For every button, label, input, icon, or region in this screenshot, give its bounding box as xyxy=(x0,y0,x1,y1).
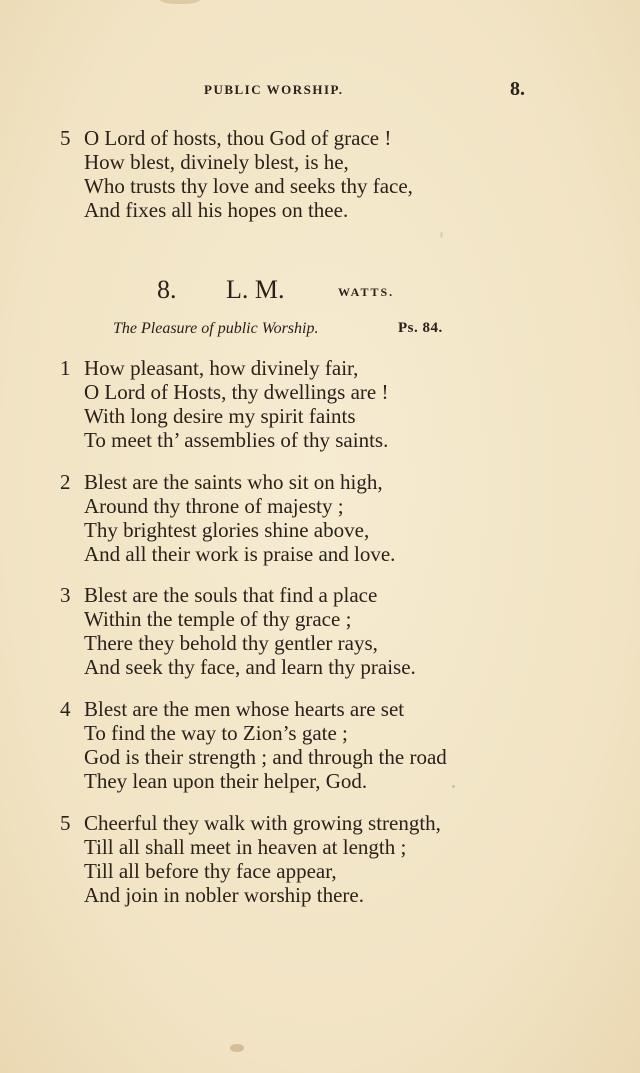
hymn-stanza-3 xyxy=(0,583,640,679)
stanza-line-text: Blest are the souls that find a place xyxy=(84,583,378,607)
stanza-line xyxy=(0,494,640,518)
stanza-line-text: Within the temple of thy grace ; xyxy=(84,607,352,631)
hymn-stanza-1 xyxy=(0,356,640,452)
stanza-line-text: Blest are the men whose hearts are set xyxy=(84,697,405,721)
stanza-line xyxy=(0,607,640,631)
stanza-line-text: And seek thy face, and learn thy praise. xyxy=(84,655,416,679)
stanza-line xyxy=(0,404,640,428)
stanza-line xyxy=(0,745,640,769)
hymn-stanza-5 xyxy=(0,811,640,907)
stanza-line xyxy=(0,174,640,198)
paper-stain xyxy=(230,1044,244,1052)
stanza-line xyxy=(0,883,640,907)
stanza-line xyxy=(0,518,640,542)
stanza-line-text: Thy brightest glories shine above, xyxy=(84,518,370,542)
hymn-stanza-4 xyxy=(0,697,640,793)
stanza-line-text: O Lord of Hosts, thy dwellings are ! xyxy=(84,380,389,404)
stanza-line-text: Till all before thy face appear, xyxy=(84,859,337,883)
stanza-line-text: To find the way to Zion’s gate ; xyxy=(84,721,348,745)
stanza-line-text: Till all shall meet in heaven at length ; xyxy=(84,835,407,859)
stanza-line xyxy=(0,811,640,835)
stanza-line xyxy=(0,470,640,494)
stanza-line-text: They lean upon their helper, God. xyxy=(84,769,368,793)
stanza-line-text: God is their strength ; and through the road xyxy=(84,745,447,769)
hymn-meter: L. M. xyxy=(226,275,285,304)
hymn-author: WATTS. xyxy=(338,285,395,299)
stanza-line xyxy=(0,380,640,404)
stanza-line-text: And join in nobler worship there. xyxy=(84,883,364,907)
stanza-line-text: There they behold thy gentler rays, xyxy=(84,631,378,655)
running-title: PUBLIC WORSHIP. xyxy=(204,82,344,97)
stanza-number: 5 xyxy=(60,811,71,835)
stanza-line-text: Who trusts thy love and seeks thy face, xyxy=(84,174,413,198)
stanza-line-text: And fixes all his hopes on thee. xyxy=(84,198,349,222)
stanza-line-text: To meet th’ assemblies of thy saints. xyxy=(84,428,389,452)
hymn-stanza-2 xyxy=(0,470,640,566)
stanza-line xyxy=(0,859,640,883)
stanza-number: 5 xyxy=(60,126,71,150)
stanza-number: 1 xyxy=(60,356,71,380)
stanza-line-text: Cheerful they walk with growing strength, xyxy=(84,811,441,835)
stanza-line xyxy=(0,721,640,745)
paper-speck xyxy=(440,232,443,238)
page-number: 8. xyxy=(510,78,525,100)
stanza-line-text: With long desire my spirit faints xyxy=(84,404,356,428)
stanza-line-text: O Lord of hosts, thou God of grace ! xyxy=(84,126,392,150)
stanza-line xyxy=(0,542,640,566)
hymn-header xyxy=(0,275,640,307)
stanza-line xyxy=(0,428,640,452)
paper-stain xyxy=(160,0,200,4)
stanza-number: 3 xyxy=(60,583,71,607)
stanza-line xyxy=(0,150,640,174)
stanza-line-text: Blest are the saints who sit on high, xyxy=(84,470,383,494)
stanza-line-text: How pleasant, how divinely fair, xyxy=(84,356,359,380)
stanza-line xyxy=(0,583,640,607)
stanza-line xyxy=(0,655,640,679)
stanza-line-text: And all their work is praise and love. xyxy=(84,542,396,566)
stanza-number: 2 xyxy=(60,470,71,494)
stanza-line-text: How blest, divinely blest, is he, xyxy=(84,150,349,174)
stanza-line xyxy=(0,126,640,150)
stanza-line xyxy=(0,835,640,859)
stanza-line xyxy=(0,769,640,793)
stanza-line xyxy=(0,356,640,380)
stanza-line-text: Around thy throne of majesty ; xyxy=(84,494,344,518)
hymn-subtitle-row xyxy=(0,320,640,342)
hymn-number: 8. xyxy=(157,275,177,304)
hymn-subtitle: The Pleasure of public Worship. xyxy=(113,320,319,337)
running-head xyxy=(0,78,640,102)
stanza-line xyxy=(0,198,640,222)
stanza-line xyxy=(0,631,640,655)
stanza-line xyxy=(0,697,640,721)
psalm-reference: Ps. 84. xyxy=(398,320,443,336)
prev-hymn-stanza-5 xyxy=(0,126,640,222)
stanza-number: 4 xyxy=(60,697,71,721)
paper-speck xyxy=(452,785,455,788)
